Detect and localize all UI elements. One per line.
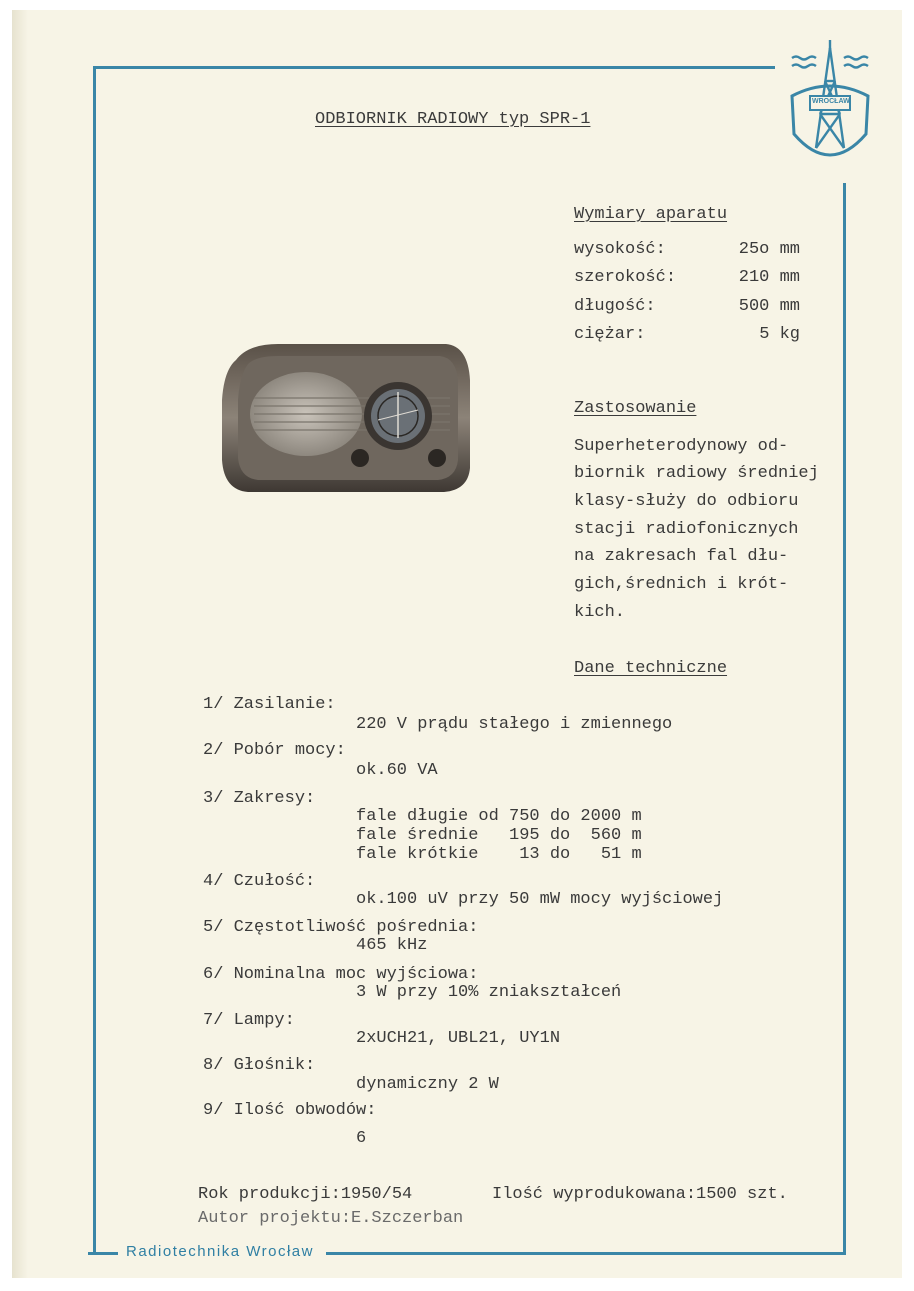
spec-label: 3/ Zakresy: [203,789,316,808]
footer-brand: Radiotechnika Wrocław [126,1243,314,1260]
application-line: Superheterodynowy od- [574,437,789,456]
document-title: ODBIORNIK RADIOWY typ SPR-1 [315,110,591,129]
application-line: kich. [574,603,626,622]
dimension-label: wysokość: [574,240,666,259]
dimensions-heading: Wymiary aparatu [574,205,728,224]
application-line: biornik radiowy średniej [574,464,819,483]
spec-label: 1/ Zasilanie: [203,695,336,714]
dimension-label: ciężar: [574,325,646,344]
dimension-value: 500 mm [738,297,800,316]
logo-text: WROCŁAW [812,98,850,105]
spec-value: fale krótkie 13 do 51 m [356,845,642,864]
spec-value: fale długie od 750 do 2000 m [356,807,642,826]
production-quantity: Ilość wyprodukowana:1500 szt. [492,1185,788,1204]
frame-bottom-line-right [326,1252,846,1255]
spec-label: 8/ Głośnik: [203,1056,316,1075]
production-year: Rok produkcji:1950/54 [198,1185,413,1204]
page-shadow [12,10,28,1278]
frame-right-line [843,183,846,1254]
application-heading: Zastosowanie [574,399,697,418]
spec-label: 4/ Czułość: [203,872,316,891]
spec-value: dynamiczny 2 W [356,1075,499,1094]
frame-bottom-line-left [88,1252,118,1255]
spec-value: 465 kHz [356,936,428,955]
dimension-value: 25o mm [738,240,800,259]
dimension-value: 210 mm [738,268,800,287]
spec-value: fale średnie 195 do 560 m [356,826,642,845]
spec-label: 5/ Częstotliwość pośrednia: [203,918,479,937]
frame-top-line [93,66,775,69]
dimension-label: długość: [574,297,656,316]
spec-label: 9/ Ilość obwodów: [203,1101,377,1120]
spec-value: ok.60 VA [356,761,438,780]
application-line: stacji radiofonicznych [574,520,799,539]
application-line: klasy-służy do odbioru [574,492,799,511]
spec-value: 2xUCH21, UBL21, UY1N [356,1029,561,1048]
dimension-label: szerokość: [574,268,677,287]
spec-label: 2/ Pobór mocy: [203,741,346,760]
frame-left-line [93,66,96,1254]
spec-value: ok.100 uV przy 50 mW mocy wyjściowej [356,890,724,909]
technical-heading: Dane techniczne [574,659,728,678]
project-author: Autor projektu:E.Szczerban [198,1209,464,1228]
spec-label: 6/ Nominalna moc wyjściowa: [203,965,479,984]
application-line: na zakresach fal dłu- [574,547,789,566]
dimension-value: 5 kg [759,325,800,344]
spec-label: 7/ Lampy: [203,1011,295,1030]
spec-value: 6 [356,1129,367,1148]
radio-photo [218,340,474,498]
spec-value: 3 W przy 10% zniakształceń [356,983,622,1002]
spec-value: 220 V prądu stałego i zmiennego [356,715,673,734]
application-line: gich,średnich i krót- [574,575,789,594]
